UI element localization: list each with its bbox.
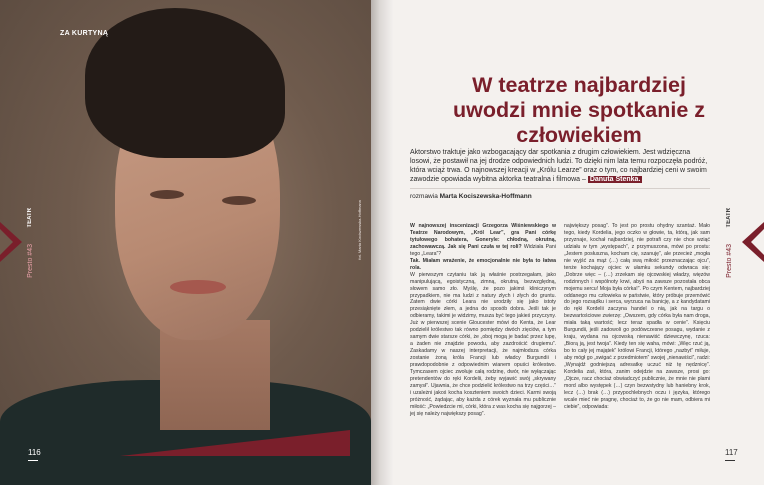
photo-eye-left [150, 190, 184, 199]
photo-hair [85, 8, 285, 158]
byline [410, 193, 532, 200]
right-section-label: TEATR [726, 208, 732, 228]
answer-1-lead: Tak. Miałam wrażenie, że emocjonalnie nie była to łatwa rola. [410, 257, 556, 271]
lead-divider [410, 188, 710, 189]
question-1-note: Widziała Pani tego „Leara”? [410, 243, 556, 257]
left-triangle-inner [0, 229, 13, 255]
page-gutter [371, 0, 393, 485]
left-page-number: 116 [28, 448, 41, 457]
article-column-2 [564, 223, 710, 411]
column-1-body: W pierwszym czytaniu tak ją właśnie postrzegałam, jako manipulującą, egoistyczną, zimną, okrutną, bezwzględną, słowem samo zło. Myślę, że pozo jakimś kliniczynym przypadkiem, nie ma ludzi z natury złych i złych do gruntu. Zatem dwie córki Leara nie urodziły się jako istoty przesiąknięte złem, a jedna do sposób dobra. Jeśli tak je odbieramy, takimi je widzimy, musza być tego jakieś przyczyny. Już w pierwszej scenie Gloucester mówi do Kenta, że Lear podzielił królestwo tak równo pomiędzy dwóch zięciów, a tym samym dwie starsze córki, że „oboj mogą je badać przez lupę, a żaden nie znajdzie powodu, aby zazdrościć drugiemu”. Zaskadamy w naszej interpretacji, że najmłodsza córka zostanie żoną króla Francji lub władcy Burgundii i prawdopodobnie z odpowiednim wianem opuści królestwo. Tymczasem ojciec zwołuje całą rodzinę, dwór, nie wyłączając pretendentów do ręki Kordelii, żeby wyjawić swój „skrywany zamysł”. Ujawnia, że chce podzielić królestwo na trzy części…” i uzależni jakoś kocha koszteniem swoich dzieci. Karmi swoją próżność, żądając, aby każda z córek wyznała mu publicznie miłość: „Powiedzcie mi, córki, która z was kocha się najgorzej – jej się należy największy posag”. [410, 271, 556, 417]
byline-prefix: rozmawia [410, 193, 438, 200]
right-triangle-inner [751, 229, 764, 255]
column-2-body: największy posag”. To jest po prostu ohydny szantaż. Mało tego, kiedy Kordelia, jego oczko w głowie, ta, którą, jak sam przyznaje, kochał najbardziej, nie potrafi czy nie chce wziąć udziału w tym „występach”, z przymuszona, mówi po prostu: „Jestem posłuszna, kocham cię, szanuję”, ale przecież „mogła nie wyjść za mąż (…) całą swą miłość przeznaczając ojcu”, tenże kochający ojciec w ułamku sekundy odwraca się: „Dobrze więc – (…) zrzekam się ojcowskiej władzy, więzów rodzinnych i wspólnoty krwi, abyś na zawsze pozostała obca mojemu sercu! Moja była córka!”. Po czym Kentem, najbardziej oddanego mu człowieka w państwie, który próbuje przemówić do jego rozsądku i serca, wyrzuca na banicję, a z kandydatami do ręki Kordelii zaczyna handel o nią, jak na targu o bezwartościowe zwierzę: „Owszem, gdy córka była nam droga, miała taką wartość; lecz teraz spadła w cenie”. Księciu Burgundii, jeśli zadowoli go podówczesne posagu, wydanie z kraju, wydana na ojcowską nienawiść dziewczynę, rzuca: „Biorą ją, jest twoja”. Kiedy ten się waha, mówi: „Więc rzuć ją, bo to cały jej majątek” królowi Francji, którego „nazbyt” miłuje, aby mógł go „swigać z przedmiotem” swojej „nienawiści”, radzi: „Wynajdź godniejszą adresatkę uczuć niż tę nędznicę”. Kordelia zaś, która, zanim odejdzie na zawsze, prosi go: „Ojcze, racz chociaż obwiadczyć publicznie, że mnie nie plami mord albo występek (…) czyn bezwstydny lub haniebny krok, lecz (…) brak (…) przypochlebnych oczu i języka, którego wcale mieć nie pragnę, chociaż to, że go nie mam, odbiera mi ciebie”, odpowiada: [564, 223, 710, 410]
photo-lips [170, 280, 226, 294]
right-page [393, 0, 764, 485]
right-issue-label: Presto #43 [726, 244, 733, 278]
article-column-1 [410, 223, 556, 418]
article-title: W teatrze najbardziej uwodzi mnie spotkanie z człowiekiem [452, 73, 706, 148]
photo-credit: fot. Marta Kociszewska-Hoffmann [357, 200, 362, 260]
photo-eye-right [222, 196, 256, 205]
right-page-number: 117 [725, 448, 738, 457]
left-issue-label: Presto #43 [27, 244, 34, 278]
lead-text: Aktorstwo traktuje jako wzbogacający dar spotkania z drugim człowiekiem. Jest wdzięczna losowi, że postawił na jej drodze odpowiednich ludzi. To dzięki nim lata temu rozpoczęła podróż, która wciąż trwa. O najnowszej kreacji w „Królu Learze” oraz o tym, co najbardziej ceni w swoim zawodzie opowiada wybitna aktorka teatralna i filmowa – [410, 149, 708, 183]
left-section-label: TEATR [27, 208, 33, 228]
left-side-label [27, 208, 37, 288]
article-lead [410, 148, 710, 184]
byline-author: Marta Kociszewska-Hoffmann [439, 193, 532, 200]
question-1: W najnowszej inscenizacji Grzegorza Wiśniewskiego w Teatrze Narodowym, „Król Lear”, gra Pani córkę tytułowego bohatera, Goneryle: chłodną, okrutną, zachowawczą. Jak się Pani czuła w tej roli? [410, 223, 556, 250]
lead-highlight-name: Danuta Stenka. [589, 176, 641, 183]
portrait-photo [0, 0, 371, 485]
left-page-number-rule [28, 460, 38, 461]
section-kicker: ZA KURTYNĄ [60, 30, 109, 37]
left-page [0, 0, 371, 485]
right-page-number-rule [725, 460, 735, 461]
right-side-label [726, 208, 736, 288]
